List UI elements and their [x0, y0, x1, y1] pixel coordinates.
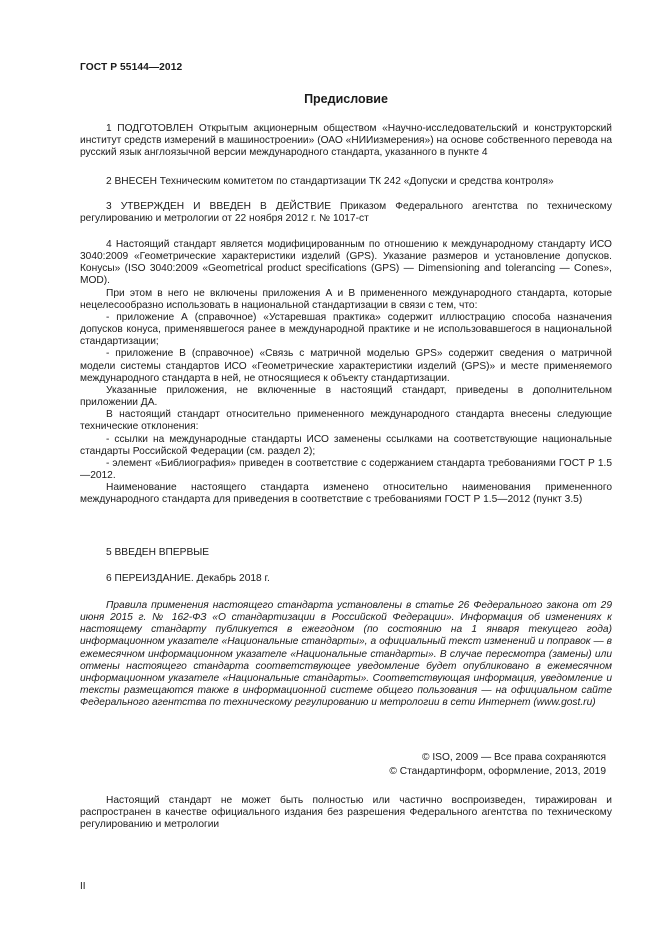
- item-2: [80, 176, 612, 188]
- application-rules: [80, 600, 612, 709]
- item-4-deviation-bibliography: - элемент «Библиография» приведен в соответствие с содержанием стандарта требованиями ГОСТ Р 1.5—2012.: [80, 457, 612, 481]
- item-4-excluded-annexes: При этом в него не включены приложения А и В примененного международного стандарта, которые нецелесообразно использовать в национальной стандартизации в связи с тем, что:: [80, 287, 612, 311]
- item-3: [80, 201, 612, 225]
- item-4-annex-da: Указанные приложения, не включенные в настоящий стандарт, приведены в дополнительном приложении ДА.: [80, 384, 612, 409]
- item-1: [80, 123, 612, 159]
- item-2-text: 2 ВНЕСЕН Техническим комитетом по стандартизации ТК 242 «Допуски и средства контроля»: [106, 176, 554, 187]
- item-4: [80, 239, 612, 506]
- item-1-text: 1 ПОДГОТОВЛЕН Открытым акционерным обществом «Научно-исследовательский и конструкторский институт средств измерений в машиностроении» (ОАО «НИИизмерения») на основе собственного перевода на русский язык англоязычной версии международного стандарта, указанного в пункте 4: [80, 123, 612, 159]
- item-4-text: 4 Настоящий стандарт является модифицированным по отношению к международному стандарту ИСО 3040:2009 «Геометрические характеристики изделий (GPS). Указание размеров и установление допусков. Конусы» (ISO 3040:2009 «Geometrical product specifications (GPS) — Dimensioning and tolerancing — Cones», MOD).: [80, 239, 612, 287]
- item-4-title-change: Наименование настоящего стандарта изменено относительно наименования примененного международного стандарта для приведения в соответствие с требованиями ГОСТ Р 1.5—2012 (пункт 3.5): [80, 482, 612, 506]
- item-4-deviations: В настоящий стандарт относительно примененного международного стандарта внесены следующие технические отклонения:: [80, 409, 612, 433]
- item-4-annex-b: - приложение В (справочное) «Связь с матричной моделью GPS» содержит сведения о матричной модели системы стандартов ИСО «Геометрические характеристики изделий (GPS)» и месте применяемого международного стандарта в ней, не относящиеся к объекту стандартизации.: [80, 348, 612, 384]
- reproduction-notice-text: Настоящий стандарт не может быть полностью или частично воспроизведен, тиражирован и распространен в качестве официального издания без разрешения Федерального агентства по техническому регулированию и метрологии: [80, 795, 612, 831]
- page-title: Предисловие: [304, 92, 388, 106]
- item-4-deviation-references: - ссылки на международные стандарты ИСО заменены ссылками на соответствующие национальные стандарты Российской Федерации (см. раздел 2);: [80, 433, 612, 457]
- reproduction-notice: [80, 795, 612, 831]
- item-6-text: 6 ПЕРЕИЗДАНИЕ. Декабрь 2018 г.: [106, 573, 270, 584]
- item-5-text: 5 ВВЕДЕН ВПЕРВЫЕ: [106, 547, 210, 558]
- application-rules-text: Правила применения настоящего стандарта установлены в статье 26 Федерального закона от 29 июня 2015 г. № 162-ФЗ «О стандартизации в Российской Федерации». Информация об изменениях к настоящему стандарту публикуется в ежегодном (по состоянию на 1 января текущего года) информационном указателе «Национальные стандарты», а официальный текст изменений и поправок — в ежемесячном информационном указателе «Национальные стандарты». В случае пересмотра (замены) или отмены настоящего стандарта соответствующее уведомление будет опубликовано в ежемесячном информационном указателе «Национальные стандарты». Соответствующая информация, уведомление и тексты размещаются также в информационной системе общего пользования — на официальном сайте Федерального агентства по техническому регулированию и метрологии в сети Интернет (www.gost.ru): [80, 600, 612, 709]
- copyright-block: [80, 752, 612, 778]
- item-3-text: 3 УТВЕРЖДЕН И ВВЕДЕН В ДЕЙСТВИЕ Приказом Федерального агентства по техническому регулированию и метрологии от 22 ноября 2012 г. № 1017-ст: [80, 201, 612, 225]
- item-6: [80, 573, 612, 585]
- page-number: II: [80, 881, 86, 892]
- copyright-standartinform: © Стандартинформ, оформление, 2013, 2019: [389, 766, 606, 778]
- item-5: [80, 547, 612, 559]
- copyright-iso: © ISO, 2009 — Все права сохраняются: [422, 752, 606, 763]
- item-4-annex-a: - приложение А (справочное) «Устаревшая практика» содержит иллюстрацию способа назначения допусков конуса, применявшегося ранее в международной практике и не использовавшегося в национальной стандартизации;: [80, 311, 612, 348]
- standard-code-header: ГОСТ Р 55144—2012: [80, 62, 183, 73]
